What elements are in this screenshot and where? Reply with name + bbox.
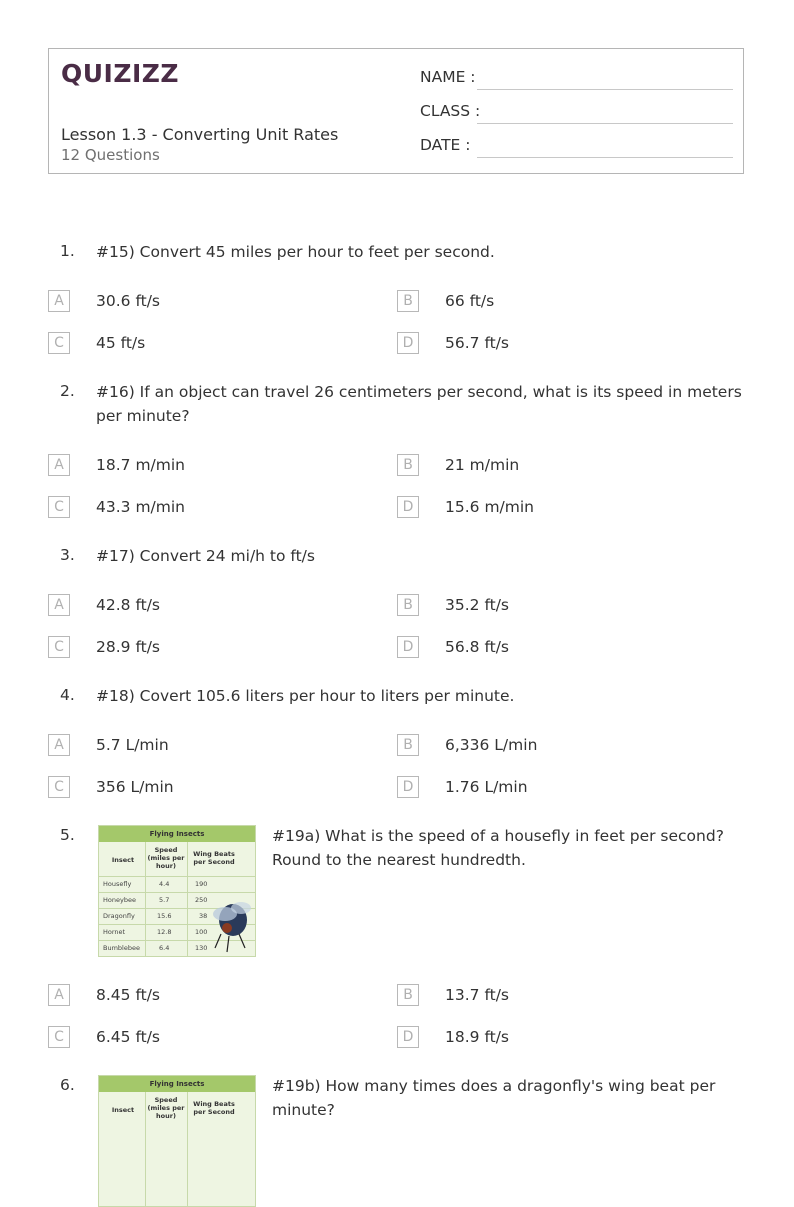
table-header: Speed (miles per hour) — [147, 1096, 185, 1120]
question-text: #19a) What is the speed of a housefly in feet per second? Round to the nearest hundredth. — [272, 827, 724, 869]
option-a-box[interactable]: A — [48, 454, 70, 476]
option-a-box[interactable]: A — [48, 290, 70, 312]
table-cell: Hornet — [103, 928, 126, 936]
table-header: Wing Beats per Second — [193, 850, 235, 866]
option-c-box[interactable]: C — [48, 332, 70, 354]
table-cell: Bumblebee — [103, 944, 140, 952]
question-number: 3. — [60, 546, 75, 564]
option-d-box[interactable]: D — [397, 1026, 419, 1048]
table-cell: 5.7 — [159, 896, 170, 904]
table-cell: 15.6 — [157, 912, 172, 920]
table-cell: 250 — [195, 896, 208, 904]
option-b-text: 6,336 L/min — [445, 736, 538, 754]
name-line[interactable] — [477, 89, 733, 90]
question-number: 1. — [60, 242, 75, 260]
table-header: Insect — [111, 1106, 135, 1114]
option-c-text: 43.3 m/min — [96, 498, 185, 516]
option-c-box[interactable]: C — [48, 496, 70, 518]
option-d-box[interactable]: D — [397, 496, 419, 518]
option-a-box[interactable]: A — [48, 734, 70, 756]
question-text: #19b) How many times does a dragonfly's wing beat per minute? — [272, 1077, 716, 1119]
option-a-text: 18.7 m/min — [96, 456, 185, 474]
option-b-text: 13.7 ft/s — [445, 986, 509, 1004]
question-text: #15) Convert 45 miles per hour to feet per second. — [96, 243, 495, 261]
question-text: #17) Convert 24 mi/h to ft/s — [96, 547, 315, 565]
question-number: 4. — [60, 686, 75, 704]
question-number: 2. — [60, 382, 75, 400]
table-cell: 12.8 — [157, 928, 172, 936]
flying-insects-table-image — [98, 825, 256, 957]
option-d-box[interactable]: D — [397, 636, 419, 658]
option-a-text: 8.45 ft/s — [96, 986, 160, 1004]
option-a-text: 5.7 L/min — [96, 736, 169, 754]
quizizz-logo: QUIZIZZ — [61, 59, 180, 88]
table-cell: 38 — [199, 912, 208, 920]
option-b-text: 21 m/min — [445, 456, 520, 474]
option-d-text: 56.8 ft/s — [445, 638, 509, 656]
table-cell: 6.4 — [159, 944, 170, 952]
question-count: 12 Questions — [61, 146, 160, 164]
table-cell: Housefly — [103, 880, 132, 888]
fly-illustration-icon — [211, 878, 255, 957]
class-line[interactable] — [477, 123, 733, 124]
table-header: Insect — [111, 856, 135, 864]
question-number: 5. — [60, 826, 75, 844]
question-number: 6. — [60, 1076, 75, 1094]
table-title: Flying Insects — [99, 826, 255, 842]
option-d-text: 18.9 ft/s — [445, 1028, 509, 1046]
lesson-title: Lesson 1.3 - Converting Unit Rates — [61, 125, 339, 144]
option-d-text: 1.76 L/min — [445, 778, 528, 796]
flying-insects-table-image — [98, 1075, 256, 1207]
option-b-box[interactable]: B — [397, 734, 419, 756]
question-text: #16) If an object can travel 26 centimeters per second, what is its speed in meters per minute? — [96, 383, 742, 425]
option-a-text: 30.6 ft/s — [96, 292, 160, 310]
table-header: Speed (miles per hour) — [147, 846, 185, 870]
option-b-text: 35.2 ft/s — [445, 596, 509, 614]
worksheet-header — [48, 48, 744, 174]
option-c-text: 28.9 ft/s — [96, 638, 160, 656]
table-cell: Dragonfly — [103, 912, 135, 920]
table-cell: 100 — [195, 928, 208, 936]
option-d-text: 15.6 m/min — [445, 498, 534, 516]
option-c-box[interactable]: C — [48, 1026, 70, 1048]
option-d-text: 56.7 ft/s — [445, 334, 509, 352]
date-label: DATE : — [420, 136, 471, 154]
option-c-box[interactable]: C — [48, 636, 70, 658]
table-title: Flying Insects — [99, 1076, 255, 1092]
option-c-text: 6.45 ft/s — [96, 1028, 160, 1046]
option-c-box[interactable]: C — [48, 776, 70, 798]
option-b-box[interactable]: B — [397, 454, 419, 476]
option-a-box[interactable]: A — [48, 984, 70, 1006]
table-header: Wing Beats per Second — [193, 1100, 235, 1116]
date-line[interactable] — [477, 157, 733, 158]
table-cell: 130 — [195, 944, 208, 952]
question-text: #18) Covert 105.6 liters per hour to liters per minute. — [96, 687, 515, 705]
option-a-box[interactable]: A — [48, 594, 70, 616]
option-d-box[interactable]: D — [397, 332, 419, 354]
name-label: NAME : — [420, 68, 476, 86]
option-b-box[interactable]: B — [397, 984, 419, 1006]
option-b-box[interactable]: B — [397, 290, 419, 312]
option-b-box[interactable]: B — [397, 594, 419, 616]
table-cell: 4.4 — [159, 880, 170, 888]
option-a-text: 42.8 ft/s — [96, 596, 160, 614]
option-d-box[interactable]: D — [397, 776, 419, 798]
option-b-text: 66 ft/s — [445, 292, 495, 310]
table-cell: Honeybee — [103, 896, 136, 904]
class-label: CLASS : — [420, 102, 481, 120]
option-c-text: 356 L/min — [96, 778, 174, 796]
option-c-text: 45 ft/s — [96, 334, 146, 352]
table-cell: 190 — [195, 880, 208, 888]
